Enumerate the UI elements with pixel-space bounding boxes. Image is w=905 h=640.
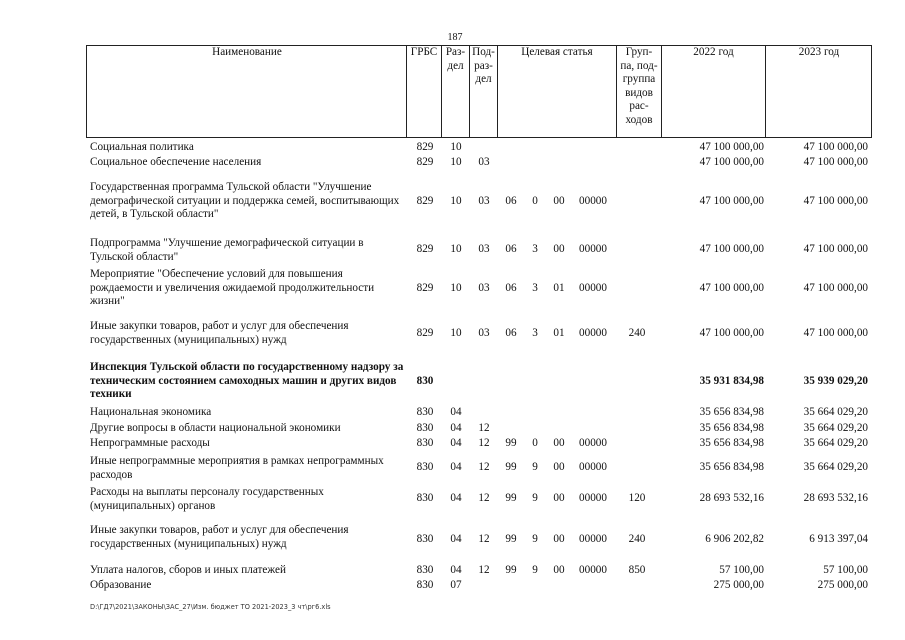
amount-2022-cell: 275 000,00 [713,579,764,591]
row-name-cell: Уплата налогов, сборов и иных платежей [90,564,286,576]
amount-2023-cell: 47 100 000,00 [803,327,868,339]
target-event-cell: 00 [553,564,565,576]
target-direction-cell: 00000 [579,243,607,255]
row-name-cell: Государственная программа Тульской области "Улучшение демографической ситуации и поддержка семей, воспитывающих детей, в Тульской области" [90,181,400,221]
row-name-cell: Социальная политика [90,141,194,153]
target-direction-cell: 00000 [579,492,607,504]
razdel-cell: 04 [450,533,462,545]
amount-2022-cell: 47 100 000,00 [699,141,764,153]
amount-2023-cell: 6 913 397,04 [809,533,868,545]
target-subprogram-cell: 9 [532,533,538,545]
amount-2022-cell: 35 656 834,98 [699,461,764,473]
row-name-cell: Иные непрограммные мероприятия в рамках непрограммных расходов [90,455,384,481]
podrazdel-cell: 03 [478,282,490,294]
target-program-cell: 06 [505,243,517,255]
target-direction-cell: 00000 [579,282,607,294]
podrazdel-cell: 03 [478,156,490,168]
podrazdel-cell: 12 [478,437,490,449]
amount-2023-cell: 47 100 000,00 [803,243,868,255]
razdel-cell: 10 [450,141,462,153]
amount-2022-cell: 57 100,00 [719,564,764,576]
target-direction-cell: 00000 [579,437,607,449]
razdel-cell: 04 [450,492,462,504]
amount-2022-cell: 28 693 532,16 [699,492,764,504]
target-subprogram-cell: 3 [532,327,538,339]
target-program-cell: 99 [505,564,517,576]
amount-2022-cell: 47 100 000,00 [699,195,764,207]
razdel-cell: 10 [450,327,462,339]
grbs-cell: 829 [416,243,434,255]
podrazdel-cell: 12 [478,492,490,504]
amount-2023-cell: 35 664 029,20 [803,461,868,473]
row-name-cell: Социальное обеспечение населения [90,156,262,168]
grbs-cell: 830 [416,406,434,418]
target-event-cell: 00 [553,461,565,473]
razdel-cell: 10 [450,156,462,168]
amount-2023-cell: 47 100 000,00 [803,282,868,294]
row-name-cell: Образование [90,579,152,591]
target-event-cell: 01 [553,327,565,339]
grbs-cell: 830 [416,564,434,576]
file-path-footer: D:\ГД7\2021\ЗАКОНЫ\ЗАС_27\Изм. бюджет ТО 2021-2023_3 чт\рг6.xls [90,603,331,611]
target-program-cell: 99 [505,437,517,449]
grbs-cell: 830 [416,579,434,591]
amount-2023-cell: 47 100 000,00 [803,156,868,168]
target-subprogram-cell: 9 [532,492,538,504]
expense-type-cell: 240 [628,327,646,339]
header-target: Целевая статья [497,45,616,138]
amount-2023-cell: 35 664 029,20 [803,437,868,449]
amount-2022-cell: 47 100 000,00 [699,327,764,339]
podrazdel-cell: 12 [478,533,490,545]
header-2022: 2022 год [661,45,765,138]
grbs-cell: 830 [416,492,434,504]
podrazdel-cell: 12 [478,564,490,576]
razdel-cell: 04 [450,564,462,576]
header-name: Наименование [86,45,407,138]
grbs-cell: 830 [416,533,434,545]
amount-2022-cell: 35 656 834,98 [699,437,764,449]
amount-2022-cell: 35 656 834,98 [699,406,764,418]
amount-2022-cell: 47 100 000,00 [699,243,764,255]
target-subprogram-cell: 3 [532,243,538,255]
target-program-cell: 99 [505,533,517,545]
amount-2022-cell: 6 906 202,82 [705,533,764,545]
target-event-cell: 01 [553,282,565,294]
header-2023: 2023 год [765,45,872,138]
amount-2023-cell: 57 100,00 [823,564,868,576]
podrazdel-cell: 03 [478,195,490,207]
razdel-cell: 04 [450,437,462,449]
podrazdel-cell: 12 [478,422,490,434]
target-direction-cell: 00000 [579,533,607,545]
grbs-cell: 830 [416,422,434,434]
amount-2023-cell: 275 000,00 [817,579,868,591]
target-subprogram-cell: 9 [532,564,538,576]
target-program-cell: 06 [505,327,517,339]
amount-2022-cell: 35 931 834,98 [699,375,764,387]
razdel-cell: 04 [450,461,462,473]
row-name-cell: Иные закупки товаров, работ и услуг для обеспечения государственных (муниципальных) нужд [90,524,349,550]
target-program-cell: 99 [505,492,517,504]
target-subprogram-cell: 0 [532,437,538,449]
grbs-cell: 829 [416,141,434,153]
razdel-cell: 10 [450,282,462,294]
target-direction-cell: 00000 [579,195,607,207]
target-event-cell: 00 [553,492,565,504]
page-number: 187 [447,32,463,43]
amount-2022-cell: 47 100 000,00 [699,282,764,294]
target-subprogram-cell: 9 [532,461,538,473]
row-name-cell: Мероприятие "Обеспечение условий для повышения рождаемости и увеличения ожидаемой продолжительности жизни" [90,268,375,308]
amount-2023-cell: 47 100 000,00 [803,195,868,207]
header-podrazdel: Под- раз- дел [469,45,497,138]
razdel-cell: 10 [450,195,462,207]
amount-2023-cell: 35 664 029,20 [803,422,868,434]
header-group: Груп- па, под- группа видов рас- ходов [616,45,661,138]
podrazdel-cell: 03 [478,327,490,339]
row-name-cell: Расходы на выплаты персоналу государственных (муниципальных) органов [90,486,324,512]
target-program-cell: 06 [505,195,517,207]
row-name-cell: Непрограммные расходы [90,437,210,449]
grbs-cell: 829 [416,282,434,294]
razdel-cell: 04 [450,406,462,418]
amount-2023-cell: 47 100 000,00 [803,141,868,153]
target-subprogram-cell: 0 [532,195,538,207]
row-name-cell: Национальная экономика [90,406,212,418]
target-event-cell: 00 [553,533,565,545]
target-event-cell: 00 [553,195,565,207]
amount-2022-cell: 47 100 000,00 [699,156,764,168]
grbs-cell: 829 [416,327,434,339]
amount-2022-cell: 35 656 834,98 [699,422,764,434]
amount-2023-cell: 28 693 532,16 [803,492,868,504]
amount-2023-cell: 35 939 029,20 [803,375,868,387]
target-direction-cell: 00000 [579,564,607,576]
target-event-cell: 00 [553,437,565,449]
header-razdel: Раз- дел [441,45,469,138]
grbs-cell: 830 [416,461,434,473]
razdel-cell: 07 [450,579,462,591]
row-name-cell: Подпрограмма "Улучшение демографической ситуации в Тульской области" [90,237,364,263]
expense-type-cell: 240 [628,533,646,545]
grbs-cell: 830 [416,375,434,387]
razdel-cell: 04 [450,422,462,434]
target-event-cell: 00 [553,243,565,255]
target-program-cell: 99 [505,461,517,473]
grbs-cell: 829 [416,195,434,207]
grbs-cell: 829 [416,156,434,168]
grbs-cell: 830 [416,437,434,449]
amount-2023-cell: 35 664 029,20 [803,406,868,418]
podrazdel-cell: 12 [478,461,490,473]
target-subprogram-cell: 3 [532,282,538,294]
header-grbs: ГРБС [406,45,441,138]
row-name-cell: Инспекция Тульской области по государственному надзору за техническим состоянием самоходных машин и других видов техники [90,361,404,401]
row-name-cell: Другие вопросы в области национальной экономики [90,422,341,434]
target-program-cell: 06 [505,282,517,294]
podrazdel-cell: 03 [478,243,490,255]
expense-type-cell: 120 [628,492,646,504]
razdel-cell: 10 [450,243,462,255]
target-direction-cell: 00000 [579,327,607,339]
expense-type-cell: 850 [628,564,646,576]
target-direction-cell: 00000 [579,461,607,473]
row-name-cell: Иные закупки товаров, работ и услуг для обеспечения государственных (муниципальных) нужд [90,320,349,346]
